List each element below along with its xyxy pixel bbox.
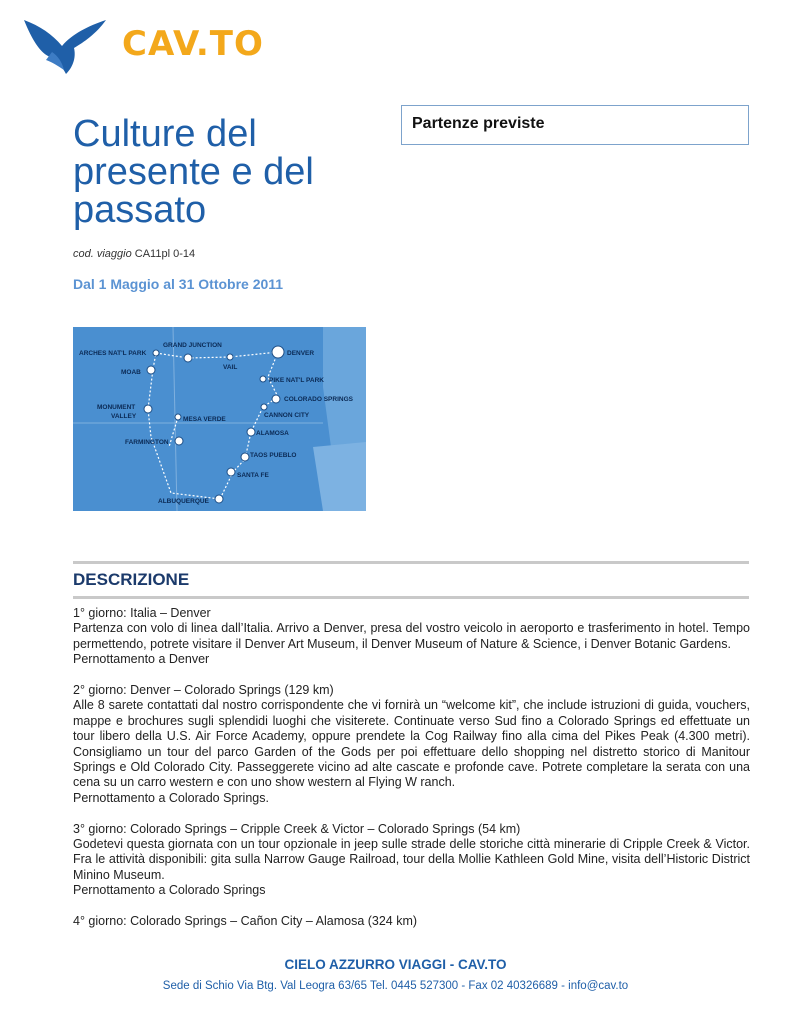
itinerary-text (73, 606, 750, 929)
day3-night: Pernottamento a Colorado Springs (73, 883, 266, 898)
map-label-valley: VALLEY (111, 413, 137, 420)
trip-title: Culture del presente e del passato (73, 113, 314, 231)
map-label-colorado-springs: COLORADO SPRINGS (284, 396, 353, 403)
map-label-mesa-verde: MESA VERDE (183, 416, 226, 423)
footer-address: Sede di Schio Via Btg. Val Leogra 63/65 Tel. 0445 527300 - Fax 02 40326689 - info@cav.to (162, 980, 629, 992)
departures-heading: Partenze previste (412, 115, 545, 132)
map-label-grand-junction: GRAND JUNCTION (163, 342, 222, 349)
bird-logo-icon (22, 12, 107, 78)
map-label-cannon-city: CANNON CITY (264, 412, 310, 419)
departures-box (401, 105, 749, 145)
day1-title: 1° giorno: Italia – Denver (73, 606, 211, 620)
trip-code-value: CA11pl 0-14 (134, 248, 196, 260)
day2-title: 2° giorno: Denver – Colorado Springs (129 km) (73, 683, 334, 698)
description-heading: DESCRIZIONE (73, 570, 190, 589)
footer-company: CIELO AZZURRO VIAGGI - CAV.TO (284, 957, 507, 972)
route-map (73, 327, 366, 511)
section-divider-bottom (73, 596, 749, 599)
trip-code (73, 248, 195, 260)
day1-night: Pernottamento a Denver (73, 652, 210, 667)
day2-night: Pernottamento a Colorado Springs. (73, 790, 269, 805)
map-label-arches: ARCHES NAT'L PARK (79, 350, 147, 357)
day3-title: 3° giorno: Colorado Springs – Cripple Creek & Victor – Colorado Springs (54 km) (73, 821, 521, 836)
day2-text: Alle 8 sarete contattati dal nostro corrispondente che vi fornirà un “welcome kit”, che include istruzioni di guida, vouchers, mappe e brochures sugli splendidi luoghi che visiterete. Continuate verso Sud fino a Colorado Springs ed effettuate un tour libero della U.S. Air Force Academy, oppure prendete la Cog Railway fino alla cima del Pikes Peak (4.300 metri). Consigliamo un tour del parco Garden of the Gods per poi effettuare dello shopping nel distretto storico di Manitour Springs e Old Colorado City. Passeggerete vicino ad alte cascate e profonde cave. Potrete completare la serata con una cena su un carro western e con uno show western al Flying W ranch. (73, 698, 750, 790)
trip-code-label: cod. viaggio (73, 248, 132, 260)
map-label-alamosa: ALAMOSA (256, 430, 289, 437)
logo-wordmark: CAV.TO (122, 24, 264, 64)
trip-dates: Dal 1 Maggio al 31 Ottobre 2011 (73, 276, 284, 292)
company-logo (22, 12, 262, 80)
map-label-albuquerque: ALBUQUERQUE (158, 498, 209, 505)
section-divider-top (73, 561, 749, 564)
day3-text: Godetevi questa giornata con un tour opzionale in jeep sulle strade delle storiche città minerarie di Cripple Creek & Victor. Fra le attività disponibili: gita sulla Narrow Gauge Railroad, tour della Mollie Kathleen Gold Mine, visita dell’Historic District Minino Museum. (73, 837, 750, 882)
day4-title: 4° giorno: Colorado Springs – Cañon City – Alamosa (324 km) (73, 914, 418, 929)
map-label-farmington: FARMINGTON (125, 439, 169, 446)
day1-text: Partenza con volo di linea dall’Italia. Arrivo a Denver, presa del vostro veicolo in aeroporto e trasferimento in hotel. Tempo permettendo, potrete visitare il Denver Art Museum, il Denver Museum of Nature & Science, i Denver Botanic Gardens. (73, 621, 750, 651)
map-label-santa-fe: SANTA FE (237, 472, 269, 479)
map-label-monument: MONUMENT (97, 404, 136, 411)
map-label-pike: PIKE NAT'L PARK (269, 377, 324, 384)
map-label-vail: VAIL (223, 364, 238, 371)
map-label-taos: TAOS PUEBLO (250, 452, 297, 459)
map-label-moab: MOAB (121, 369, 141, 376)
map-label-denver: DENVER (287, 350, 315, 357)
